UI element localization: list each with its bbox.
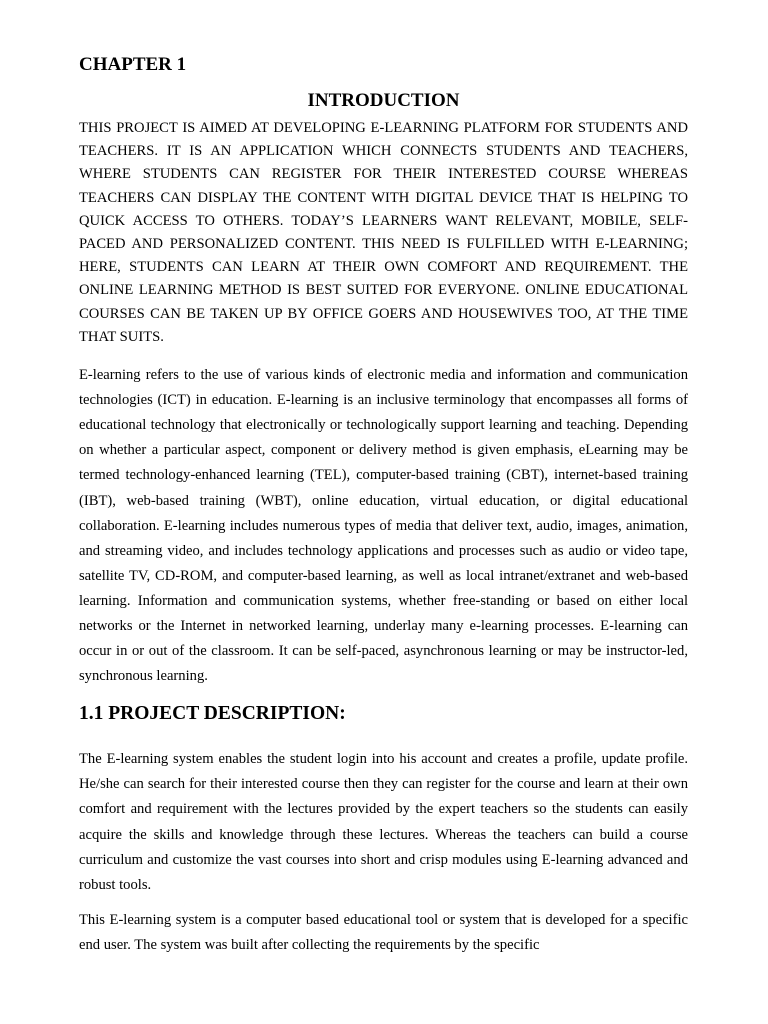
project-description-paragraph: The E-learning system enables the student login into his account and creates a profile, update profile. He/she can search for their interested course then they can register for the course and learn at their own comfort and requirement with the lectures provided by the expert teachers so the students can easily acquire the skills and knowledge through these lectures. Whereas the teachers can build a course curriculum and customize the vast courses into short and crisp modules using E-learning advanced and robust tools. — [79, 751, 688, 893]
chapter-label: CHAPTER 1 — [79, 54, 187, 75]
system-paragraph: This E-learning system is a computer based educational tool or system that is developed for a specific end user. The system was built after collecting the requirements by the specific — [79, 911, 688, 953]
elearning-paragraph: E-learning refers to the use of various kinds of electronic media and information and communication technologies (ICT) in education. E-learning is an inclusive terminology that encompasses all forms of educational technology that electronically or technologically support learning and teaching. Depending on whether a particular aspect, component or delivery method is given emphasis, eLearning may be termed technology-enhanced learning (TEL), computer-based training (CBT), internet-based training (IBT), web-based training (WBT), online education, virtual education, or digital educational collaboration. E-learning includes numerous types of media that deliver text, audio, images, animation, and streaming video, and includes technology applications and processes such as audio or video tape, satellite TV, CD-ROM, and computer-based learning, as well as local intranet/extranet and web-based learning. Information and communication systems, whether free-standing or based on either local networks or the Internet in networked learning, underlay many e-learning processes. E-learning can occur in or out of the classroom. It can be self-paced, asynchronous learning or may be instructor-led, synchronous learning. — [79, 367, 688, 685]
project-description-heading: 1.1 PROJECT DESCRIPTION: — [79, 703, 346, 725]
introduction-heading: INTRODUCTION — [307, 90, 460, 111]
intro-paragraph: THIS PROJECT IS AIMED AT DEVELOPING E-LEARNING PLATFORM FOR STUDENTS AND TEACHERS. IT IS AN APPLICATION WHICH CONNECTS STUDENTS AND TEACHERS, WHERE STUDENTS CAN REGISTER FOR THEIR INTERESTED COURSE WHEREAS TEACHERS CAN DISPLAY THE CONTENT WITH DIGITAL DEVICE THAT IS HELPING TO QUICK ACCESS TO OTHERS. TODAY’S LEARNERS WANT RELEVANT, MOBILE, SELF-PACED AND PERSONALIZED CONTENT. THIS NEED IS FULFILLED WITH E-LEARNING; HERE, STUDENTS CAN LEARN AT THEIR OWN COMFORT AND REQUIREMENT. THE ONLINE LEARNING METHOD IS BEST SUITED FOR EVERYONE. ONLINE EDUCATIONAL COURSES CAN BE TAKEN UP BY OFFICE GOERS AND HOUSEWIVES TOO, AT THE TIME THAT SUITS. — [79, 120, 688, 345]
document-page — [79, 52, 688, 958]
